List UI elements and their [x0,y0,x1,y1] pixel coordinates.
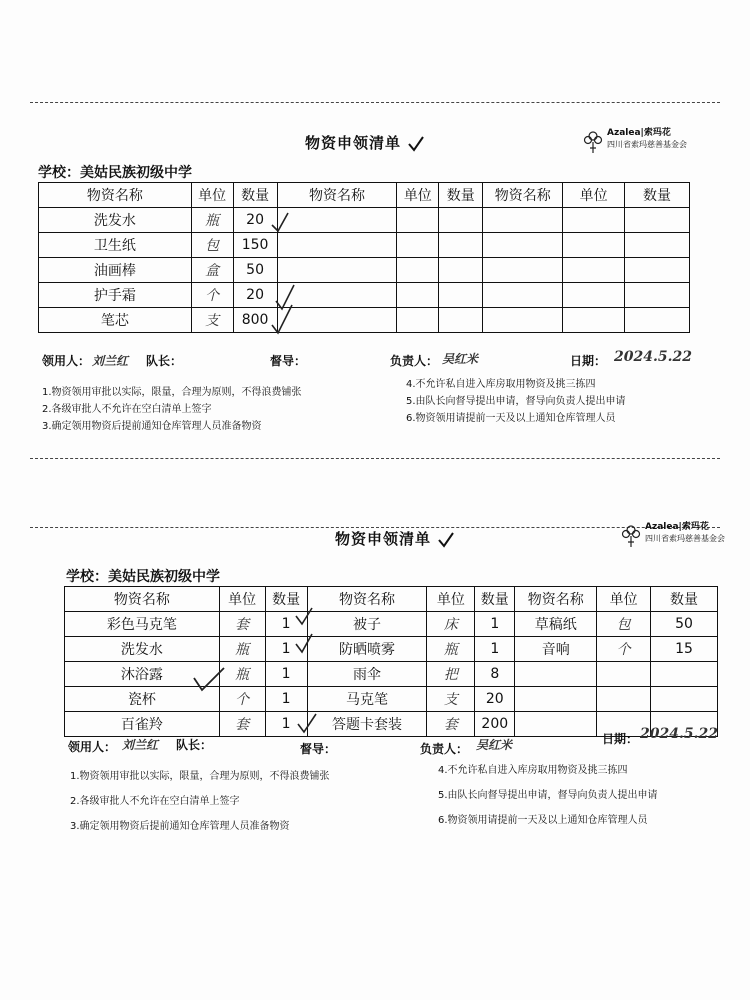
table-cell [515,662,597,687]
form2-title-text: 物资申领清单 [335,530,432,548]
column-header: 物资名称 [39,183,192,208]
column-header: 物资名称 [307,587,427,612]
table-cell: 护手霜 [39,283,192,308]
form2-title [335,528,455,549]
table-cell [439,233,483,258]
column-header: 数量 [625,183,690,208]
checkmark-icon [437,532,455,548]
table-cell: 个 [219,687,265,712]
table-cell [439,308,483,333]
table-cell: 瓶 [427,637,475,662]
form1-signature-row [42,349,702,372]
table-cell: 沐浴露 [65,662,220,687]
table-cell: 套 [219,712,265,737]
table-cell: 瓷杯 [65,687,220,712]
column-header: 单位 [219,587,265,612]
table-cell [439,258,483,283]
table-row [65,637,718,662]
table-cell: 被子 [307,612,427,637]
table-cell: 15 [651,637,718,662]
column-header: 数量 [233,183,277,208]
table-cell [625,208,690,233]
form1-table [38,182,690,333]
form2-note-5: 5.由队长向督导提出申请，督导向负责人提出申请 [438,790,658,801]
table-cell [597,687,651,712]
form2-logo-sub: 四川省索玛慈善基金会 [645,534,725,543]
form2-school: 学校：美姑民族初级中学 [66,569,220,585]
form2-date-value: 2024.5.22 [640,726,718,742]
table-cell: 把 [427,662,475,687]
table-row [65,662,718,687]
column-header: 物资名称 [277,183,397,208]
table-cell [563,308,625,333]
column-header: 单位 [563,183,625,208]
form1-school: 学校：美姑民族初级中学 [38,165,192,181]
table-cell: 1 [475,637,515,662]
form2-logo [620,522,725,548]
azalea-flower-icon [582,128,604,154]
table-cell [397,233,439,258]
column-header: 物资名称 [65,587,220,612]
table-cell [563,233,625,258]
form1-note-1: 1.物资领用审批以实际，限量，合理为原则，不得浪费铺张 [42,387,302,398]
table-cell: 20 [475,687,515,712]
table-header-row [39,183,690,208]
form1-handwritten-ticks [270,205,310,355]
table-cell: 1 [265,687,307,712]
form1-note-6: 6.物资领用请提前一天及以上通知仓库管理人员 [406,413,616,424]
table-cell: 套 [219,612,265,637]
form1-notes-right [406,376,626,427]
table-cell [515,687,597,712]
table-cell [625,233,690,258]
azalea-flower-icon [620,522,642,548]
table-cell [625,258,690,283]
table-cell [597,662,651,687]
table-cell: 套 [427,712,475,737]
form2-logo-brand: Azalea|索玛花 [645,522,709,532]
table-cell [563,283,625,308]
table-cell: 20 [233,208,277,233]
table-row [39,283,690,308]
form2-handwritten-ticks [292,604,332,754]
top-dashed-rule [30,102,720,103]
table-cell: 50 [651,612,718,637]
table-row [65,687,718,712]
table-cell: 防晒喷雾 [307,637,427,662]
table-cell [625,283,690,308]
table-cell [515,712,597,737]
form1-title-text: 物资申领清单 [305,134,402,152]
form1-receiver-signature: 刘兰红 [92,354,129,368]
column-header: 单位 [427,587,475,612]
table-cell: 20 [233,283,277,308]
table-cell: 马克笔 [307,687,427,712]
table-cell: 50 [233,258,277,283]
form2-notes-left [70,764,330,839]
form1-note-4: 4.不允许私自进入库房取用物资及挑三拣四 [406,379,596,390]
form1-manager-label: 负责人： [390,354,439,368]
table-cell [439,283,483,308]
column-header: 数量 [439,183,483,208]
table-cell: 支 [427,687,475,712]
table-row [39,233,690,258]
form2-note-4: 4.不允许私自进入库房取用物资及挑三拣四 [438,765,628,776]
form2-table [64,586,718,737]
table-cell: 150 [233,233,277,258]
form1-note-5: 5.由队长向督导提出申请，督导向负责人提出申请 [406,396,626,407]
table-cell: 1 [265,712,307,737]
table-cell [483,258,563,283]
middle-dashed-rule [30,458,720,459]
form2-note-2: 2.各级审批人不允许在空白清单上签字 [70,796,240,807]
table-cell [483,233,563,258]
form1-date-label: 日期： [570,354,607,368]
table-cell: 卫生纸 [39,233,192,258]
table-cell [563,208,625,233]
column-header: 数量 [651,587,718,612]
table-cell [483,208,563,233]
form1-logo-brand: Azalea|索玛花 [607,128,671,138]
table-cell: 洗发水 [65,637,220,662]
form1-logo [582,128,687,154]
table-cell: 瓶 [219,662,265,687]
table-row [39,308,690,333]
table-cell [563,258,625,283]
table-cell [483,308,563,333]
form2-handwritten-check-bathwash [190,666,230,696]
table-row [65,612,718,637]
table-cell [651,662,718,687]
table-cell [625,308,690,333]
table-row [39,258,690,283]
column-header: 物资名称 [515,587,597,612]
form1-logo-sub: 四川省索玛慈善基金会 [607,140,687,149]
table-cell: 油画棒 [39,258,192,283]
table-cell: 草稿纸 [515,612,597,637]
form2-manager-signature: 吴红米 [476,738,513,752]
table-cell: 洗发水 [39,208,192,233]
table-cell [483,283,563,308]
form1-receiver-label: 领用人： [42,354,91,368]
form1-captain-label: 队长： [146,354,183,368]
column-header: 数量 [265,587,307,612]
form1-note-3: 3.确定领用物资后提前通知仓库管理人员准备物资 [42,421,262,432]
table-cell: 1 [265,662,307,687]
table-cell: 800 [233,308,277,333]
table-cell: 彩色马克笔 [65,612,220,637]
table-cell [397,208,439,233]
form2-note-1: 1.物资领用审批以实际，限量，合理为原则，不得浪费铺张 [70,771,330,782]
form1-notes-left [42,384,302,435]
form2-note-3: 3.确定领用物资后提前通知仓库管理人员准备物资 [70,821,290,832]
form1-note-2: 2.各级审批人不允许在空白清单上签字 [42,404,212,415]
form2-supervisor-label: 督导： [300,742,337,756]
table-header-row [65,587,718,612]
form2-manager-label: 负责人： [420,742,469,756]
table-cell: 包 [597,612,651,637]
table-cell [651,687,718,712]
column-header: 单位 [191,183,233,208]
column-header: 物资名称 [483,183,563,208]
table-cell: 笔芯 [39,308,192,333]
checkmark-icon [407,136,425,152]
table-cell [397,308,439,333]
form1-supervisor-label: 督导： [270,354,307,368]
table-cell: 1 [475,612,515,637]
table-cell: 雨伞 [307,662,427,687]
table-cell: 音响 [515,637,597,662]
table-cell: 百雀羚 [65,712,220,737]
form2-receiver-signature: 刘兰红 [122,738,159,752]
table-cell: 包 [191,233,233,258]
form2-notes-right [438,758,658,833]
form1-date-value: 2024.5.22 [614,349,692,365]
form2-captain-label: 队长： [176,738,213,752]
column-header: 数量 [475,587,515,612]
form1-manager-signature: 吴红米 [442,352,479,366]
form2-date-label: 日期： [602,732,639,746]
table-cell: 支 [191,308,233,333]
table-cell: 1 [265,637,307,662]
table-cell: 瓶 [191,208,233,233]
column-header: 单位 [597,587,651,612]
table-cell: 个 [191,283,233,308]
table-cell [397,283,439,308]
table-cell: 1 [265,612,307,637]
table-cell: 8 [475,662,515,687]
form2-signature-row [68,726,718,756]
table-row [39,208,690,233]
column-header: 单位 [397,183,439,208]
form2-receiver-label: 领用人： [68,740,117,754]
table-cell: 答题卡套装 [307,712,427,737]
table-cell: 床 [427,612,475,637]
table-cell [397,258,439,283]
table-cell: 200 [475,712,515,737]
table-cell: 瓶 [219,637,265,662]
table-cell: 个 [597,637,651,662]
table-cell: 盒 [191,258,233,283]
form2-note-6: 6.物资领用请提前一天及以上通知仓库管理人员 [438,815,648,826]
form1-title [305,132,425,153]
table-cell [439,208,483,233]
